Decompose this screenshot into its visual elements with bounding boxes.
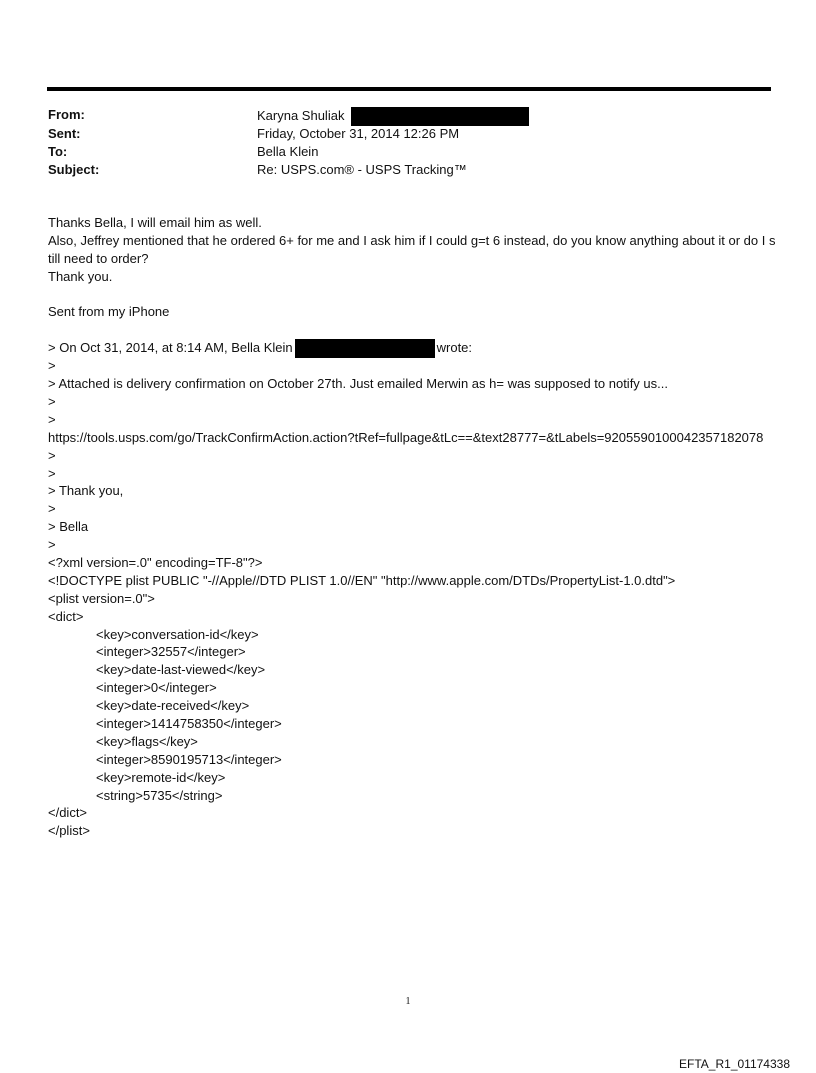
subject-label: Subject: <box>48 162 100 177</box>
quote-line: > <box>48 501 56 517</box>
quote-line: > <box>48 393 56 409</box>
quote-line: > <box>48 537 56 553</box>
sent-label: Sent: <box>48 126 81 141</box>
xml-line: <key>remote-id</key> <box>96 769 226 785</box>
quote-line: > Bella <box>48 519 89 535</box>
quote-line: > Attached is delivery confirmation on October 27th. Just emailed Merwin as h= was supposed to notify us... <box>48 376 668 392</box>
tracking-url[interactable]: https://tools.usps.com/go/TrackConfirmAction.action?tRef=fullpage&tLc==&text28777=&tLabels=9205590100042357182078 <box>48 429 764 445</box>
xml-line: <dict> <box>48 608 84 624</box>
sent-value: Friday, October 31, 2014 12:26 PM <box>257 126 460 141</box>
xml-line: <plist version=.0"> <box>48 590 155 606</box>
quote-line: > <box>48 358 56 374</box>
document-id: EFTA_R1_01174338 <box>679 1057 790 1071</box>
quote-line: > <box>48 411 56 427</box>
xml-line: <?xml version=.0" encoding=TF-8"?> <box>48 554 263 570</box>
to-label: To: <box>48 144 68 159</box>
quote-attribution-end: wrote: <box>436 340 473 356</box>
xml-line: <key>flags</key> <box>96 733 198 749</box>
to-value: Bella Klein <box>257 144 319 159</box>
email-body <box>48 214 776 840</box>
header-rule <box>47 87 771 91</box>
body-line: Thank you. <box>48 268 113 284</box>
xml-line: <key>conversation-id</key> <box>96 626 259 642</box>
xml-line: <integer>8590195713</integer> <box>96 751 282 767</box>
xml-line: </dict> <box>48 805 88 821</box>
xml-line: <integer>0</integer> <box>96 680 217 696</box>
xml-line: <key>date-last-viewed</key> <box>96 662 266 678</box>
redaction-box <box>295 339 435 358</box>
quote-line <box>48 339 776 357</box>
xml-line: <integer>1414758350</integer> <box>96 715 282 731</box>
xml-line: <!DOCTYPE plist PUBLIC "-//Apple//DTD PLIST 1.0//EN" "http://www.apple.com/DTDs/PropertyList-1.0.dtd"> <box>48 572 676 588</box>
body-line: Thanks Bella, I will email him as well. <box>48 215 262 230</box>
from-name: Karyna Shuliak <box>257 107 345 123</box>
xml-line: <key>date-received</key> <box>96 698 250 714</box>
page-number: 1 <box>405 996 411 1007</box>
xml-line: <integer>32557</integer> <box>96 644 246 660</box>
from-label: From: <box>48 107 85 122</box>
redaction-box <box>351 107 529 126</box>
subject-value: Re: USPS.com® - USPS Tracking™ <box>257 162 467 177</box>
quote-line: > <box>48 447 56 463</box>
quote-line: > Thank you, <box>48 483 124 499</box>
xml-line: </plist> <box>48 823 90 839</box>
signature-line: Sent from my iPhone <box>48 304 170 320</box>
body-line: Also, Jeffrey mentioned that he ordered 6+ for me and I ask him if I could g=t 6 instead, do you know anything about it or do I still need to order? <box>48 232 776 266</box>
from-value <box>257 107 529 126</box>
xml-line: <string>5735</string> <box>96 787 223 803</box>
quote-line: > <box>48 465 56 481</box>
quote-attribution: > On Oct 31, 2014, at 8:14 AM, Bella Klein <box>48 340 293 356</box>
